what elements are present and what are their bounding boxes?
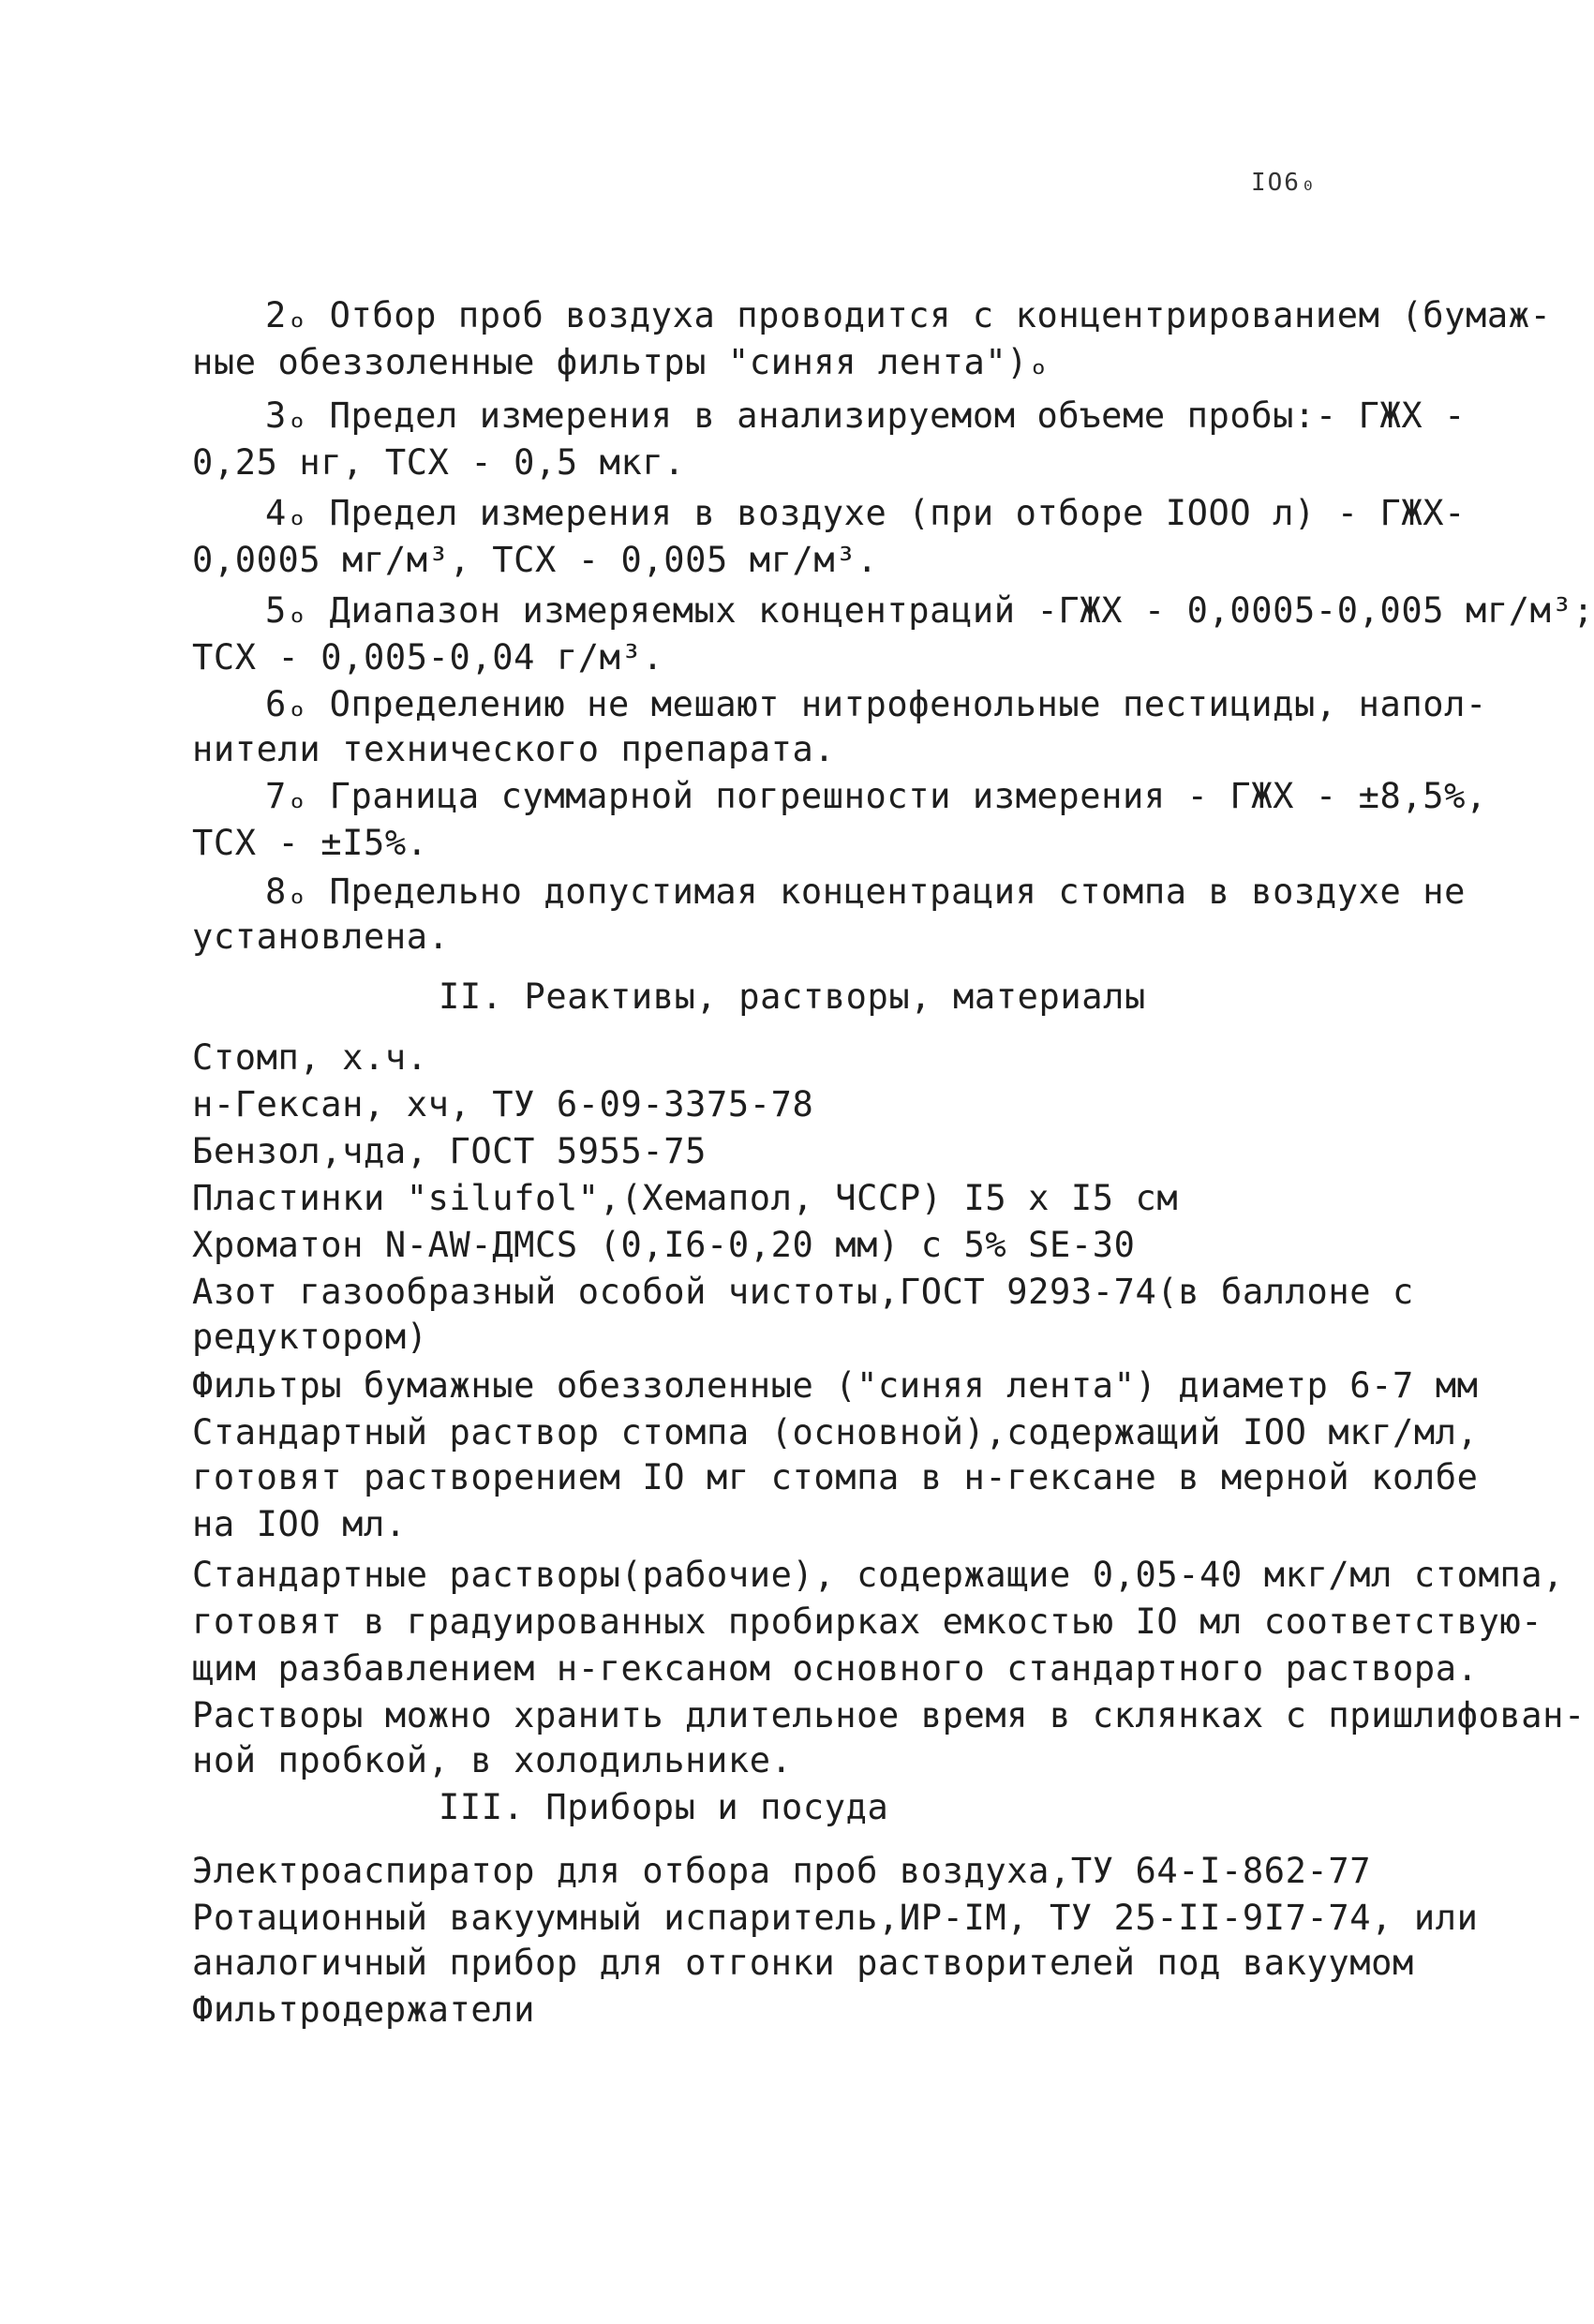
section-2-line: на IOO мл. (192, 1504, 407, 1544)
section-2-line: готовят растворением IO мг стомпа в н-гексане в мерной колбе (192, 1457, 1479, 1497)
section-2-line: готовят в градуированных пробирках емкостью IO мл соответствую- (192, 1601, 1543, 1642)
section-2-line: щим разбавлением н-гексаном основного стандартного раствора. (192, 1648, 1479, 1689)
section-2-line: Растворы можно хранить длительное время в склянках с пришлифован- (192, 1695, 1586, 1736)
section-2-line: Хроматон N-AW-ДМCS (0,I6-0,20 мм) с 5% SE-30 (192, 1225, 1136, 1265)
section-3-heading: III. Приборы и посуда (439, 1787, 889, 1827)
section-2-line: н-Гексан, хч, ТУ 6-09-3375-78 (192, 1084, 814, 1125)
item-5-line-1: 5ₒ Диапазон измеряемых концентраций -ГЖХ - 0,0005-0,005 мг/м³; (265, 590, 1594, 631)
item-2-line-1: 2ₒ Отбор проб воздуха проводится с концентрированием (бумаж- (265, 295, 1552, 335)
item-6-line-2: нители технического препарата. (192, 729, 836, 769)
section-2-line: редуктором) (192, 1317, 428, 1357)
item-8-line-2: установлена. (192, 916, 450, 957)
item-7-line-1: 7ₒ Граница суммарной погрешности измерения - ГЖХ - ±8,5%, (265, 776, 1487, 816)
section-2-line: Бензол,чда, ГОСТ 5955-75 (192, 1131, 708, 1171)
section-2-line: Азот газообразный особой чистоты,ГОСТ 9293-74(в баллоне с (192, 1272, 1414, 1312)
section-3-line: Фильтродержатели (192, 1989, 536, 2030)
section-3-line: Ротационный вакуумный испаритель,ИР-IМ, ТУ 25-II-9I7-74, или (192, 1898, 1479, 1938)
section-2-line: Стандартные растворы(рабочие), содержащие 0,05-40 мкг/мл стомпа, (192, 1555, 1565, 1595)
section-2-line: Стандартный раствор стомпа (основной),содержащий IOO мкг/мл, (192, 1412, 1479, 1452)
item-7-line-2: ТСХ - ±I5%. (192, 823, 428, 863)
item-8-line-1: 8ₒ Предельно допустимая концентрация стомпа в воздухе не (265, 872, 1467, 912)
item-3-line-2: 0,25 нг, ТСХ - 0,5 мкг. (192, 442, 686, 483)
section-2-heading: II. Реактивы, растворы, материалы (439, 976, 1146, 1017)
page-number: IO6₀ (1251, 169, 1318, 197)
section-2-line: ной пробкой, в холодильнике. (192, 1740, 793, 1780)
section-2-line: Стомп, х.ч. (192, 1037, 428, 1078)
section-2-line: Фильтры бумажные обеззоленные ("синяя лента") диаметр 6-7 мм (192, 1365, 1479, 1406)
item-4-line-2: 0,0005 мг/м³, ТСХ - 0,005 мг/м³. (192, 540, 879, 580)
section-3-line: Электроаспиратор для отбора проб воздуха,ТУ 64-I-862-77 (192, 1851, 1372, 1891)
item-5-line-2: ТСХ - 0,005-0,04 г/м³. (192, 637, 664, 678)
item-3-line-1: 3ₒ Предел измерения в анализируемом объеме пробы:- ГЖХ - (265, 395, 1467, 436)
item-6-line-1: 6ₒ Определению не мешают нитрофенольные пестициды, напол- (265, 684, 1487, 724)
section-3-line: аналогичный прибор для отгонки растворителей под вакуумом (192, 1943, 1414, 1983)
item-4-line-1: 4ₒ Предел измерения в воздухе (при отборе IOOO л) - ГЖХ- (265, 493, 1467, 533)
item-2-line-2: ные обеззоленные фильтры "синяя лента")ₒ (192, 342, 1050, 382)
section-2-line: Пластинки "silufol",(Хемапол, ЧССР) I5 х I5 см (192, 1178, 1179, 1218)
